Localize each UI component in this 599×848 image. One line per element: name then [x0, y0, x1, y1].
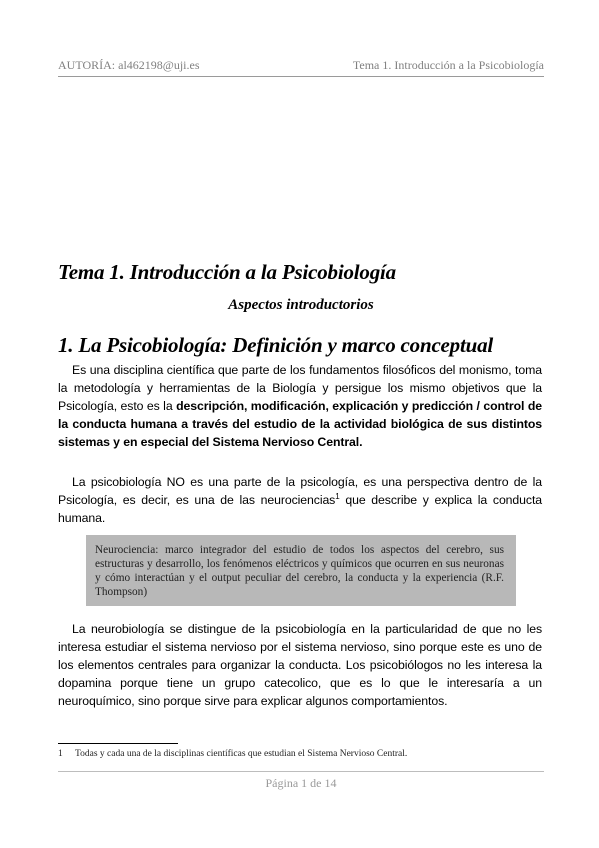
header-topic: Tema 1. Introducción a la Psicobiología: [352, 58, 544, 72]
document-title: Tema 1. Introducción a la Psicobiología: [58, 260, 396, 284]
page-header: [58, 58, 544, 74]
footer-divider: [58, 771, 544, 772]
footnote-number: 1: [58, 749, 63, 759]
document-subtitle: Aspectos introductorios: [228, 297, 374, 313]
paragraph-perspective: [58, 473, 542, 527]
footnote-reference[interactable]: 1: [335, 491, 340, 501]
definition-callout: Neurociencia: marco integrador del estudio de todos los aspectos del cerebro, sus estructuras y desarrollo, los fenómenos eléctricos y químicos que ocurren en sus neuronas y cómo interactúan y el output peculiar del cerebro, la conducta y la experiencia (R.F. Thompson): [86, 535, 516, 606]
footnote-divider: [58, 743, 178, 744]
paragraph-perspective-text: La psicobiología NO es una parte de la psicología, es una perspectiva dentro de la Psicología, es decir, es una de las neurociencias: [58, 475, 542, 507]
header-author: AUTORÍA: al462198@uji.es: [58, 58, 200, 72]
paragraph-definition: [58, 361, 542, 451]
paragraph-definition-intro: Es una disciplina científica que parte de los fundamentos filosóficos del monismo, toma la metodología y herramientas de la Biología y persigue los mismo objetivos que la Psicología, esto es la: [58, 363, 542, 413]
section-heading: 1. La Psicobiología: Definición y marco conceptual: [58, 333, 494, 357]
footnote-text: Todas y cada una de la disciplinas científicas que estudian el Sistema Nervioso Central.: [75, 749, 408, 759]
footnote: [58, 748, 542, 760]
header-divider: [58, 76, 544, 77]
paragraph-perspective-end: que describe y explica la conducta humana.: [58, 493, 543, 525]
paragraph-neurobiology: La neurobiología se distingue de la psicobiología en la particularidad de que no les interesa estudiar el sistema nervioso por el sistema nervioso, sino porque este es uno de los elementos centrales para organizar la conducta. Los psicobiólogos no les interesa la dopamina porque tiene un grupo catecolico, que es lo que le interesaría a un neuroquímico, sino porque sirve para explicar algunos comportamientos.: [58, 622, 542, 708]
page-number: Página 1 de 14: [265, 776, 337, 790]
paragraph-definition-emphasis: descripción, modificación, explicación y predicción / control de la conducta humana a través del estudio de la actividad biológica de sus distintos sistemas y en especial del Sistema Nervioso Central.: [58, 399, 542, 449]
